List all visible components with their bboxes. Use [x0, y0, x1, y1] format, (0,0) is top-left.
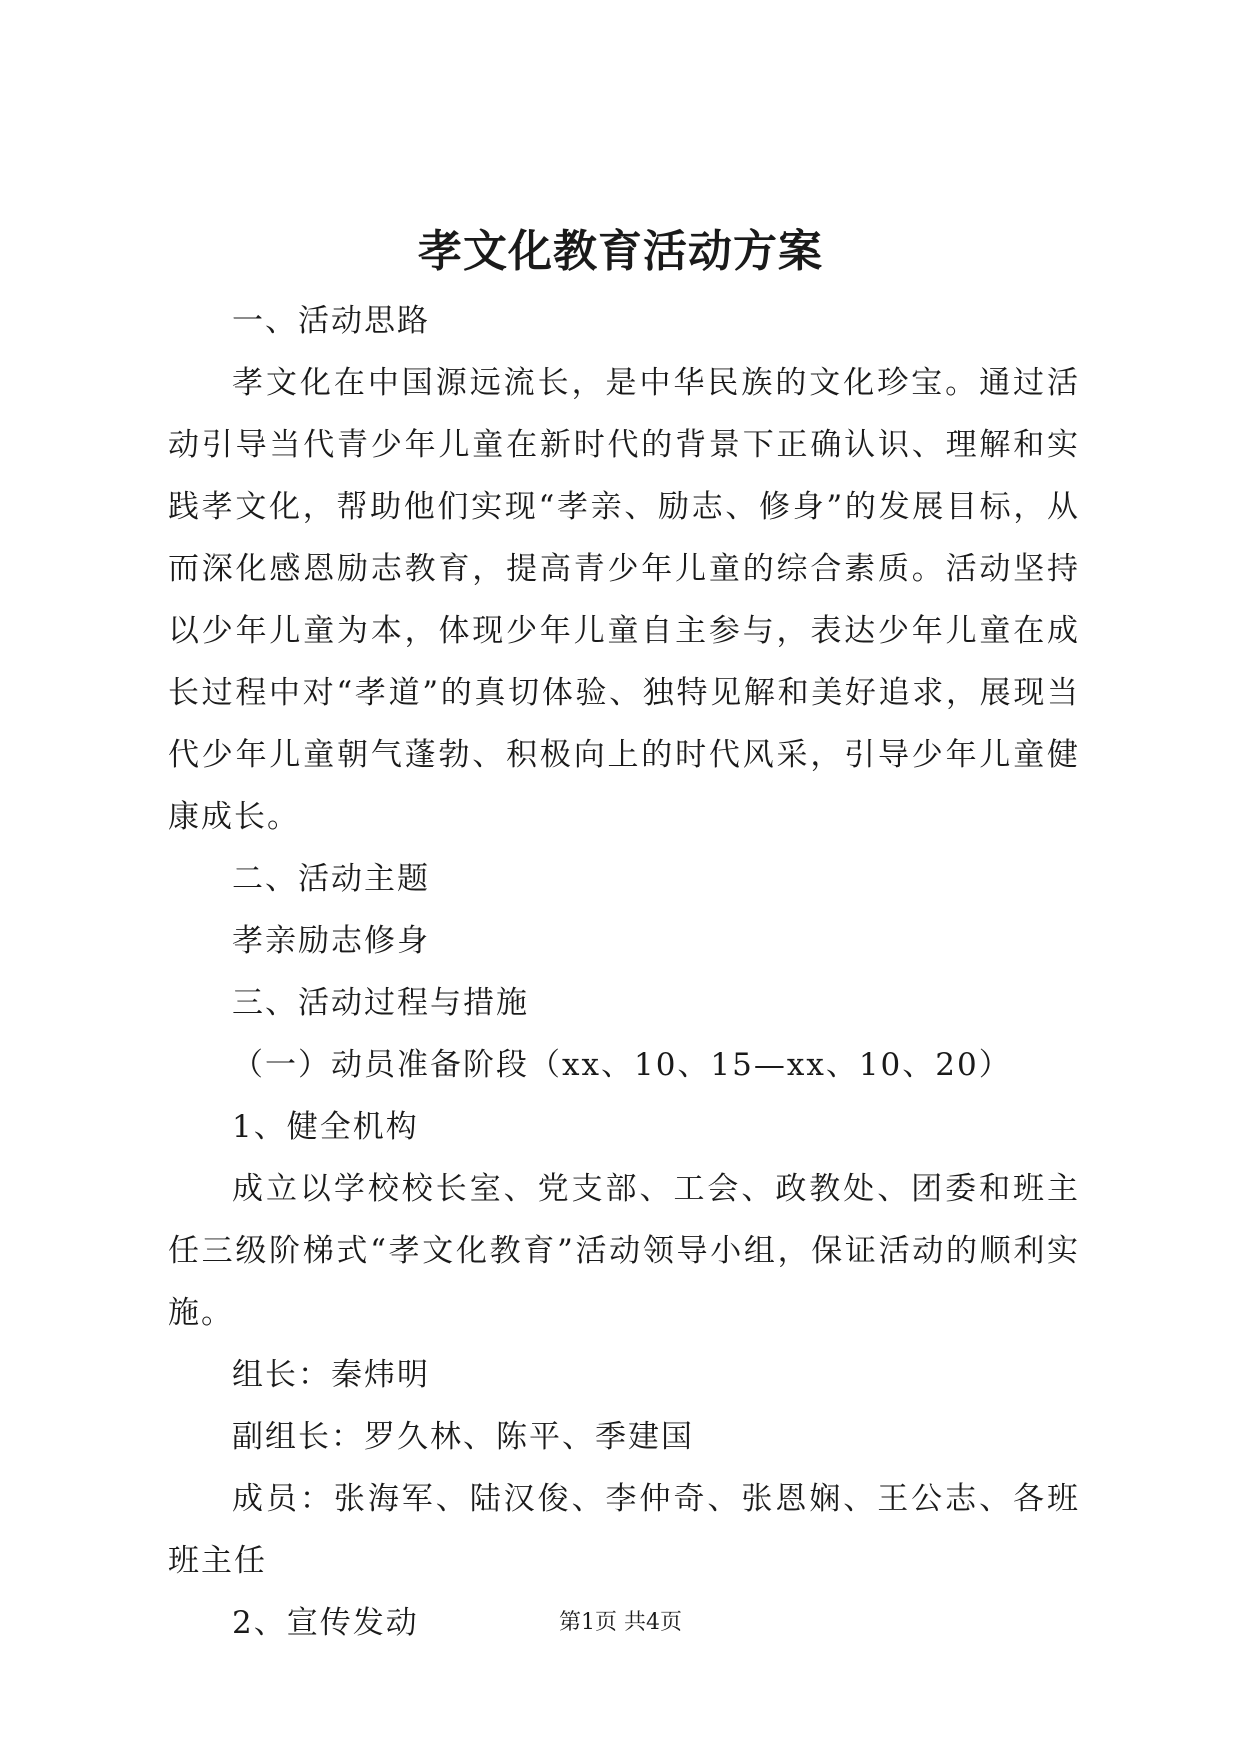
section-heading-3: 三、活动过程与措施: [232, 985, 529, 1021]
page-footer: 第1页 共4页: [559, 1610, 682, 1635]
paragraph-activity-idea: 孝文化在中国源远流长，是中华民族的文化珍宝。通过活动引导当代青少年儿童在新时代的背景下正确认识、理解和实践孝文化，帮助他们实现“孝亲、励志、修身”的发展目标，从而深化感恩励志教育，提高青少年儿童的综合素质。活动坚持以少年儿童为本，体现少年儿童自主参与，表达少年儿童在成长过程中对“孝道”的真切体验、独特见解和美好追求，展现当代少年儿童朝气蓬勃、积极向上的时代风采，引导少年儿童健康成长。: [168, 365, 1080, 835]
paragraph-deputy-leaders: 副组长：罗久林、陈平、季建国: [232, 1419, 694, 1455]
section-heading-2: 二、活动主题: [232, 861, 430, 897]
paragraph-leader: 组长：秦炜明: [232, 1357, 430, 1393]
item-heading-2: 2、宣传发动: [232, 1605, 419, 1641]
paragraph-theme: 孝亲励志修身: [232, 923, 430, 959]
document-body: [168, 290, 1080, 1654]
section-heading-1: 一、活动思路: [232, 303, 430, 339]
document-title: 孝文化教育活动方案: [418, 226, 823, 277]
paragraph-members: 成员：张海军、陆汉俊、李仲奇、张恩娴、王公志、各班班主任: [168, 1481, 1080, 1579]
subsection-heading-1: （一）动员准备阶段（xx、10、15—xx、10、20）: [232, 1047, 1012, 1083]
item-heading-1: 1、健全机构: [232, 1109, 419, 1145]
paragraph-organization: 成立以学校校长室、党支部、工会、政教处、团委和班主任三级阶梯式“孝文化教育”活动领导小组，保证活动的顺利实施。: [168, 1171, 1080, 1331]
